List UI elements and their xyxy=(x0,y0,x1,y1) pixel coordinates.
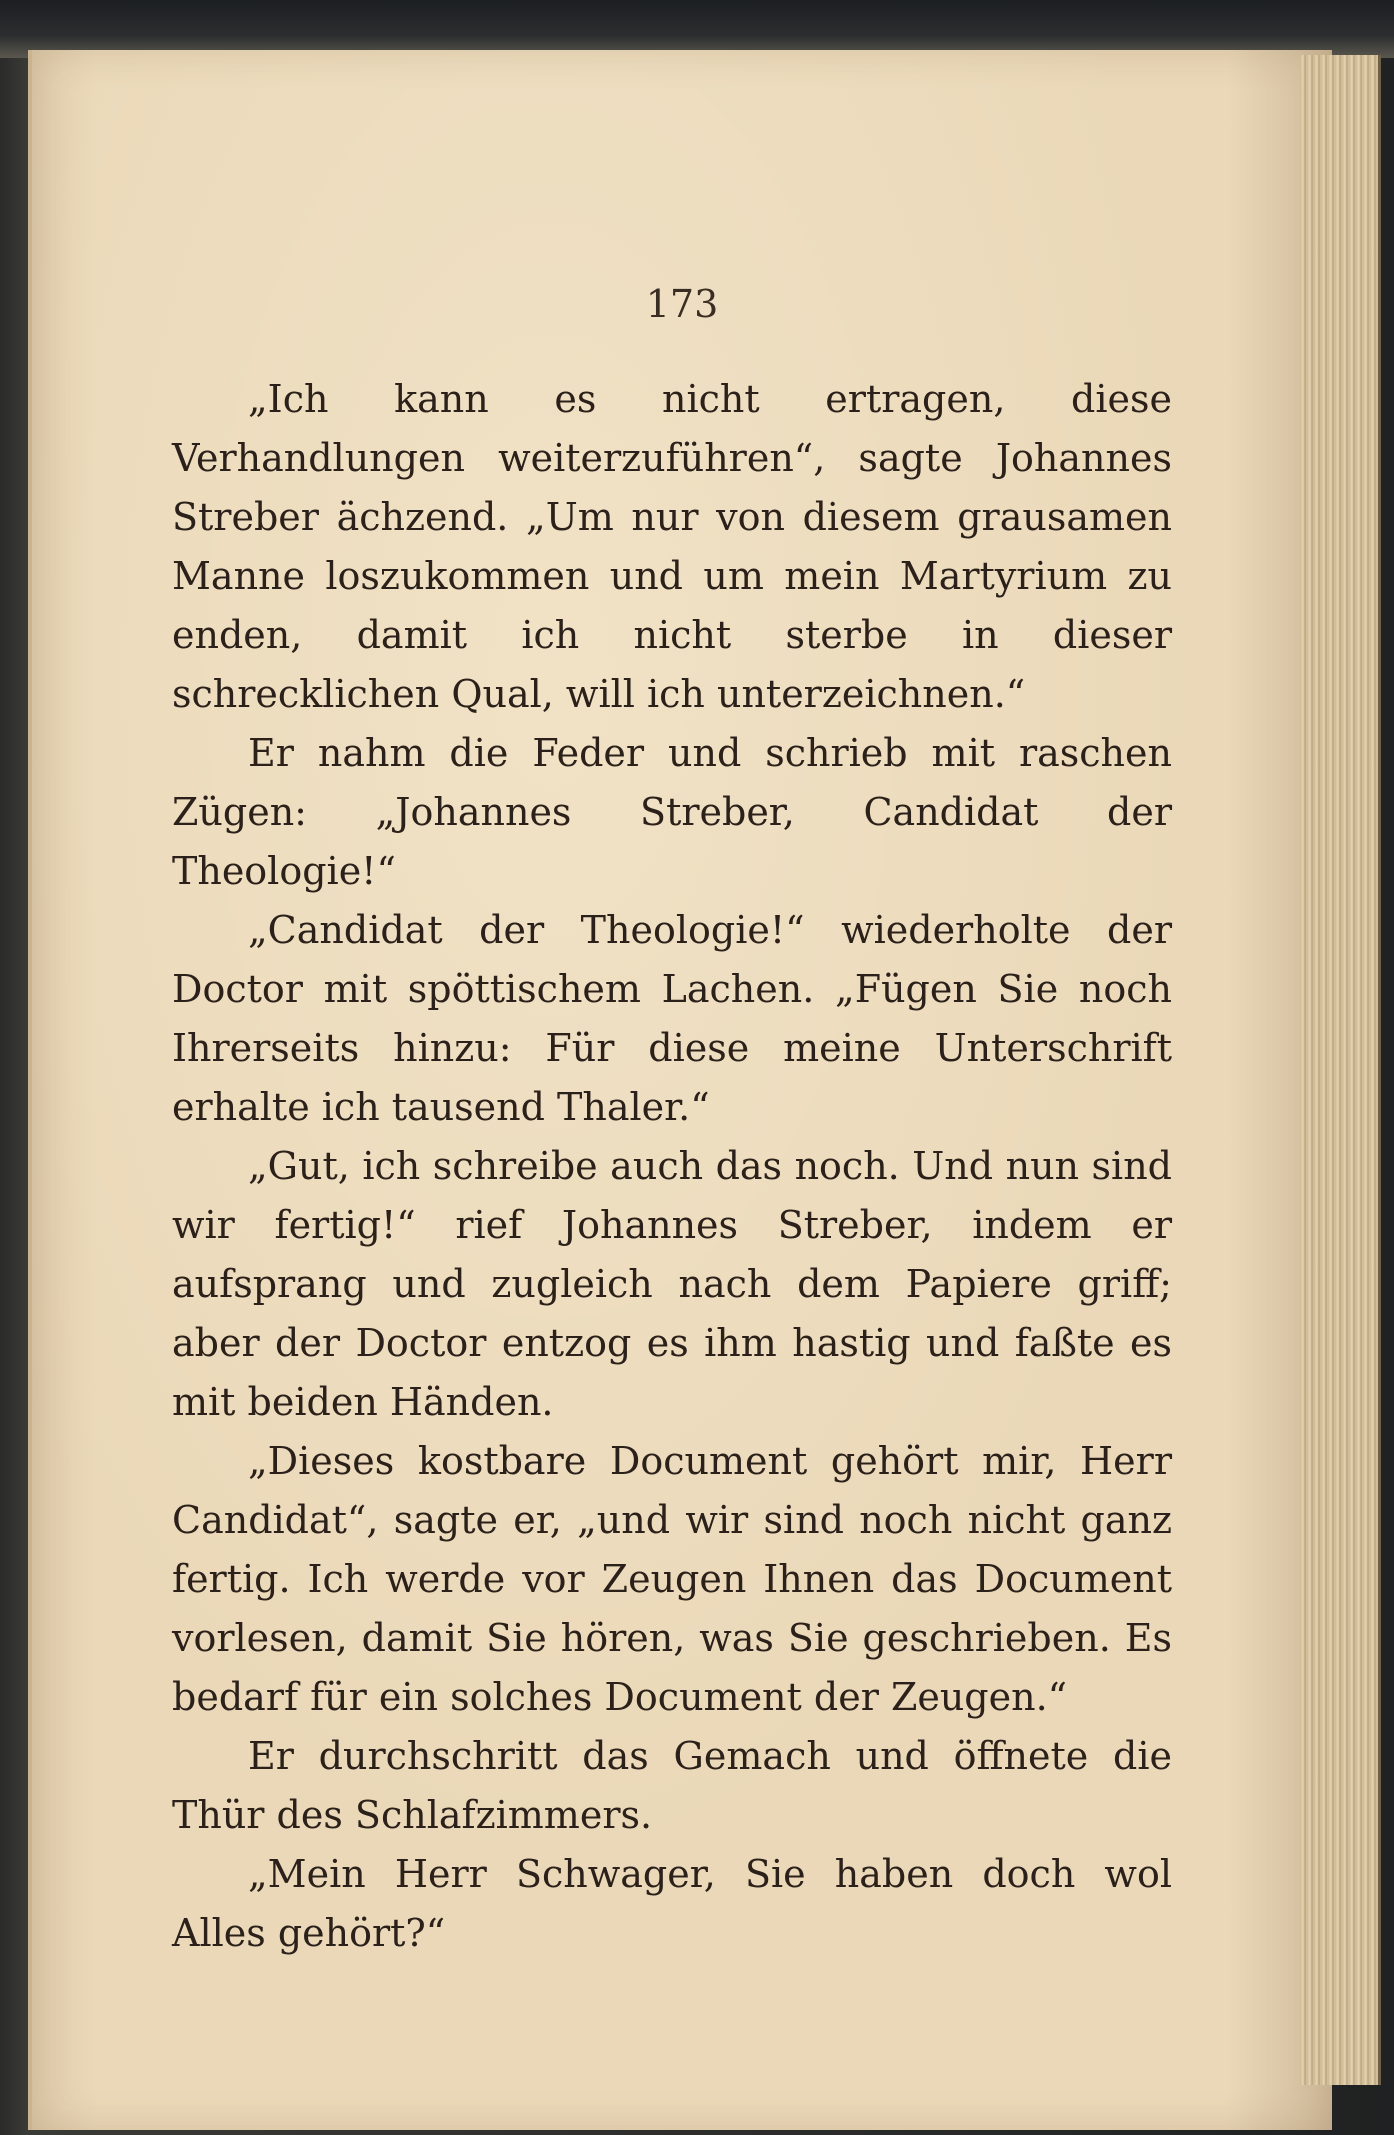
body-text xyxy=(172,370,1172,1963)
paragraph: Er nahm die Feder und schrieb mit raschen Zügen: „Johannes Streber, Candidat der Theologie!“ xyxy=(172,731,1172,893)
page-number: 173 xyxy=(645,282,719,326)
paragraph: „Candidat der Theologie!“ wiederholte der Doctor mit spöttischem Lachen. „Fügen Sie noch Ihrerseits hinzu: Für diese meine Unterschrift erhalte ich tausend Thaler.“ xyxy=(172,908,1172,1129)
paragraph: „Gut, ich schreibe auch das noch. Und nun sind wir fertig!“ rief Johannes Streber, indem er aufsprang und zugleich nach dem Papiere griff; aber der Doctor entzog es ihm hastig und faßte es mit beiden Händen. xyxy=(172,1144,1172,1424)
paragraph: „Dieses kostbare Document gehört mir, Herr Candidat“, sagte er, „und wir sind noch nicht ganz fertig. Ich werde vor Zeugen Ihnen das Document vorlesen, damit Sie hören, was Sie geschrieben. Es bedarf für ein solches Document der Zeugen.“ xyxy=(172,1439,1172,1719)
page-stack-edge xyxy=(1300,55,1381,2085)
paragraph: „Ich kann es nicht ertragen, diese Verhandlungen weiterzuführen“, sagte Johannes Streber ächzend. „Um nur von diesem grausamen Manne loszukommen und um mein Martyrium zu enden, damit ich nicht sterbe in dieser schrecklichen Qual, will ich unterzeichnen.“ xyxy=(172,377,1172,716)
paragraph: Er durchschritt das Gemach und öffnete die Thür des Schlafzimmers. xyxy=(172,1734,1172,1837)
book-page xyxy=(28,50,1332,2130)
paragraph: „Mein Herr Schwager, Sie haben doch wol Alles gehört?“ xyxy=(172,1852,1172,1955)
